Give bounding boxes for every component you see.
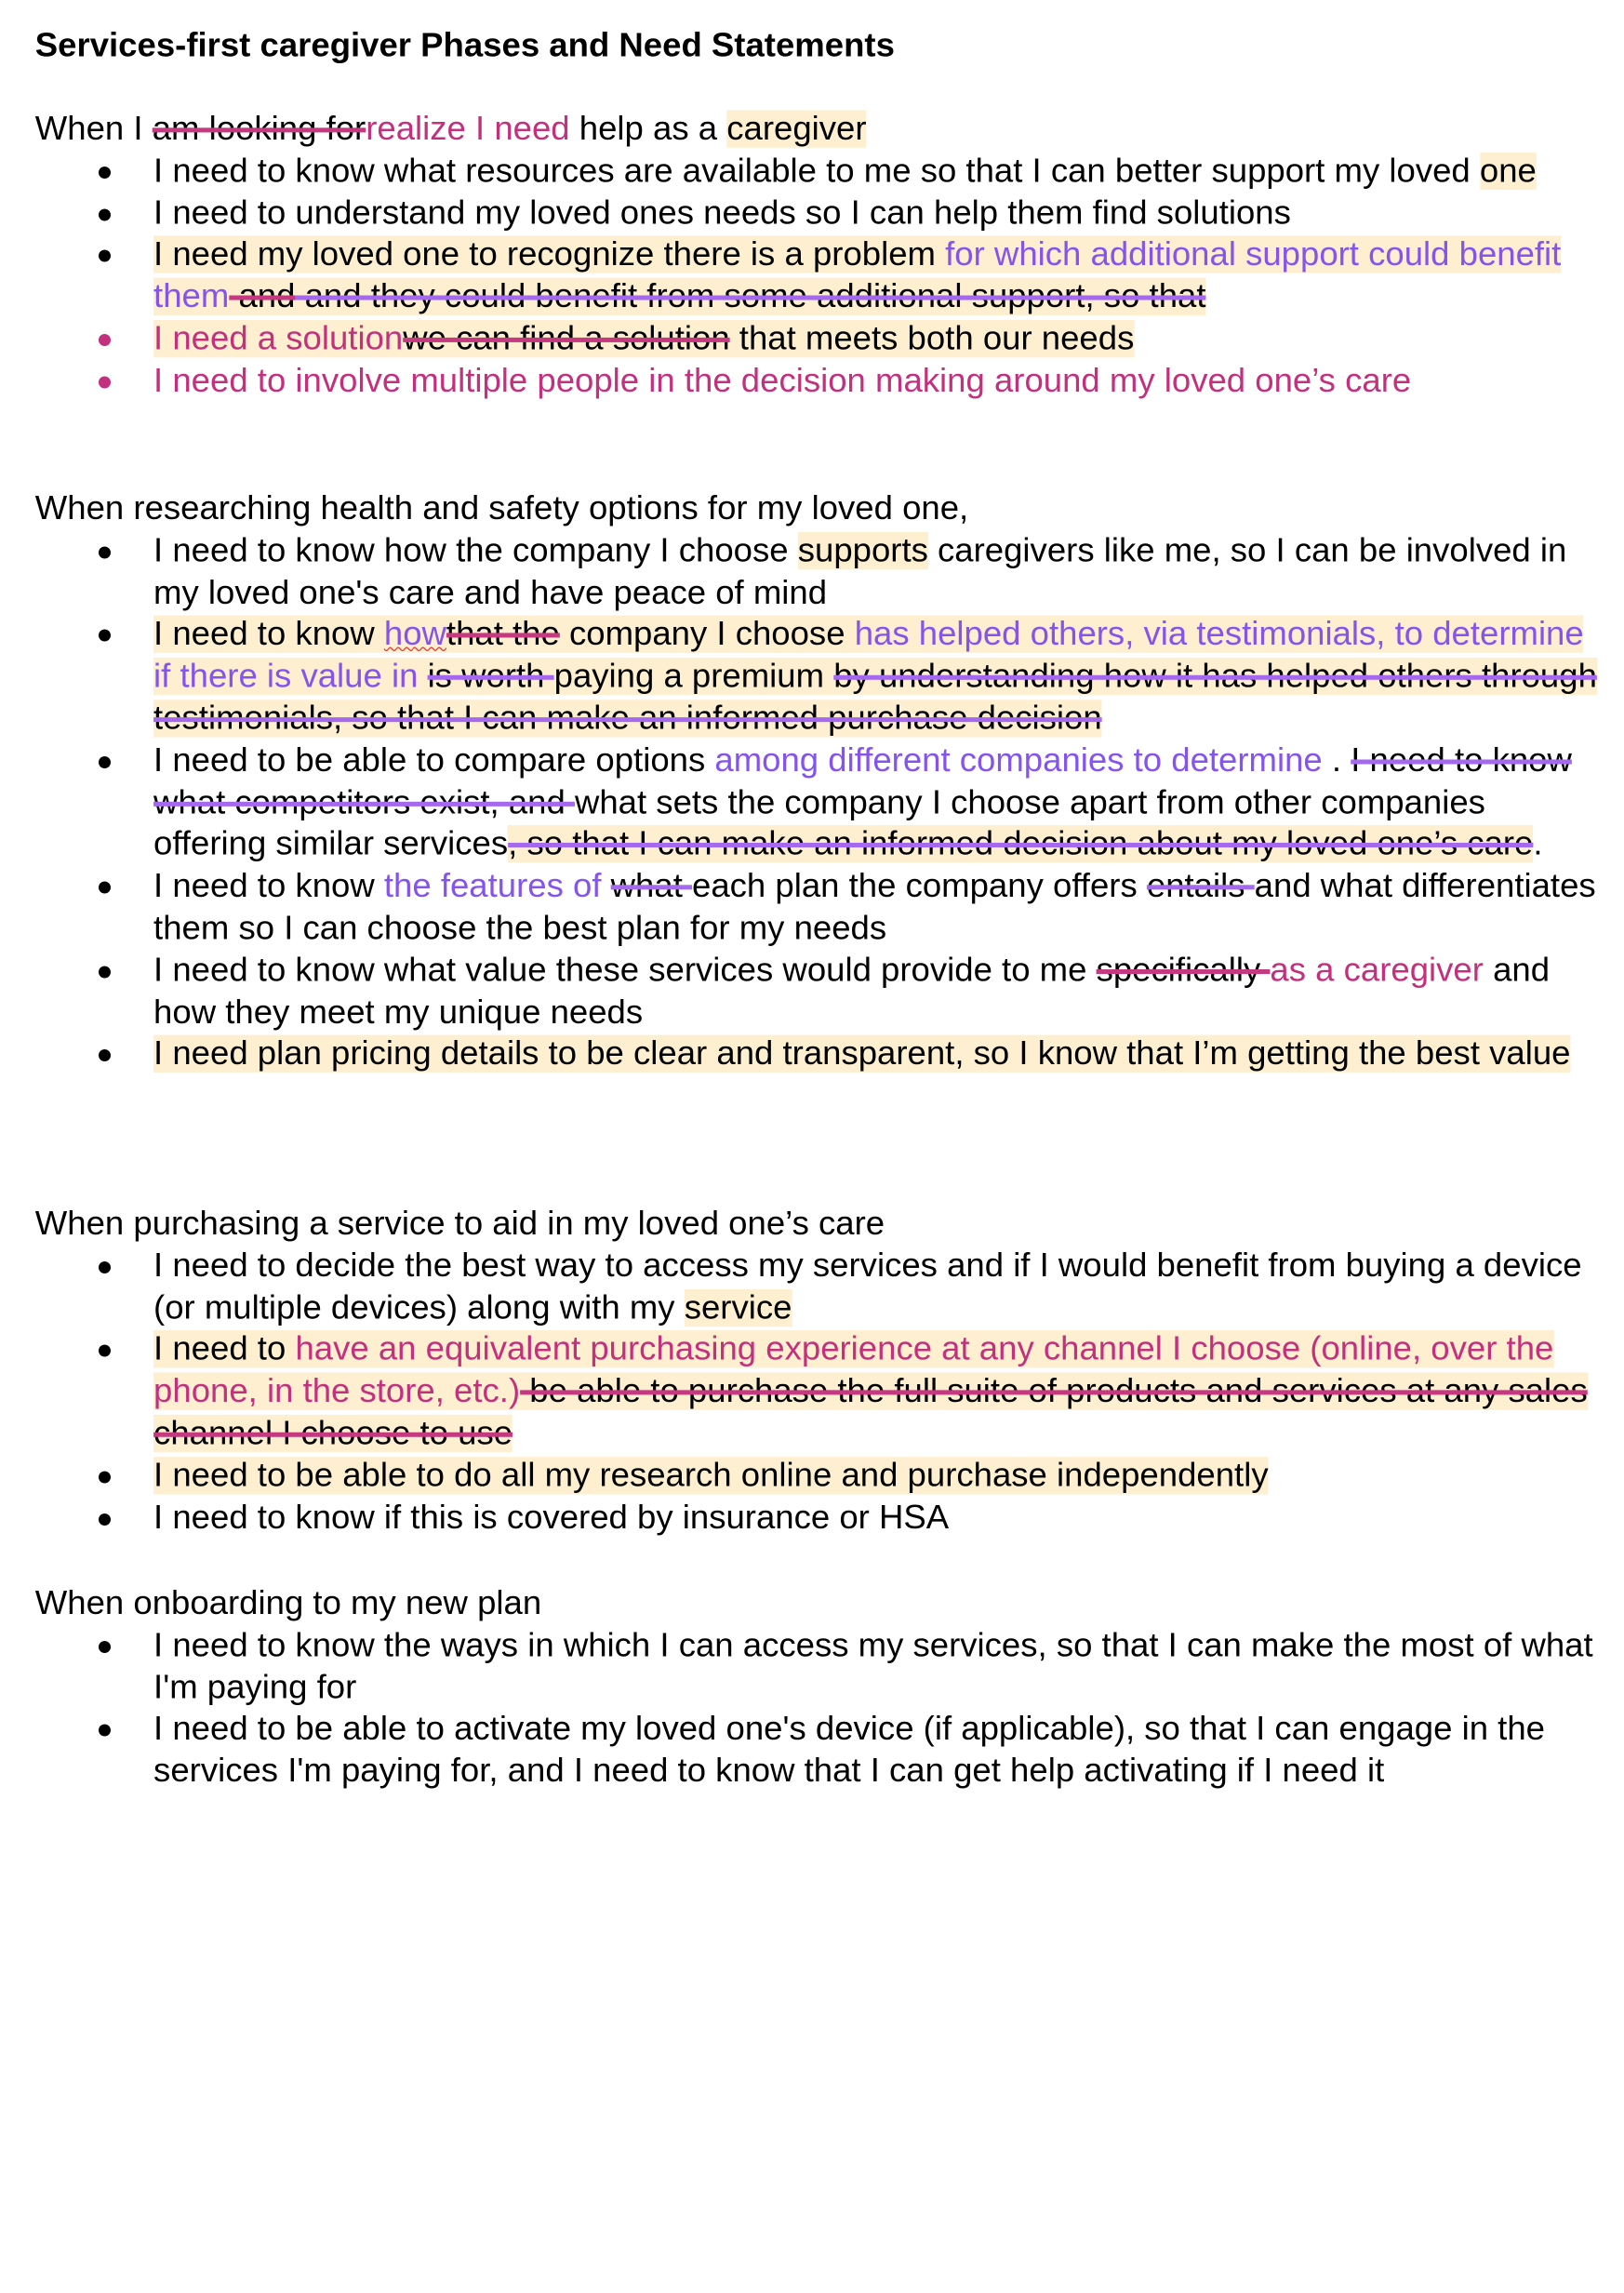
deleted-suggestion[interactable]: be able to purchase the full suite of products and services at any sales channel I choose to use: [153, 1372, 1588, 1453]
section-heading: When onboarding to my new plan: [34, 1584, 542, 1622]
bullet: ●: [96, 239, 113, 272]
deleted-suggestion[interactable]: specifically: [1096, 951, 1271, 990]
inserted-suggestion[interactable]: I need a solution: [153, 319, 404, 358]
deleted-suggestion[interactable]: I need to know what competitors exist, and: [153, 741, 1572, 821]
inserted-suggestion[interactable]: as a caregiver: [1270, 951, 1484, 990]
bullet: ●: [96, 954, 113, 987]
item-text: each plan the company offers: [692, 867, 1147, 905]
bullet: ●: [96, 1713, 113, 1746]
bullet: ●: [96, 871, 113, 903]
list-item: [35, 1329, 1600, 1455]
bullet: ●: [96, 1501, 113, 1534]
section-researching-options: [35, 488, 1600, 1075]
item-text: and what differentiates them so I can choose the best plan for my needs: [153, 867, 1596, 948]
bullet: ●: [96, 1250, 113, 1283]
item-text: I need to know how the company I choose: [153, 531, 798, 570]
item-text: I need to know: [153, 867, 384, 905]
deleted-suggestion[interactable]: is worth: [427, 658, 554, 696]
bullet: ●: [96, 197, 113, 230]
list-item: [35, 615, 1600, 740]
list-item: [35, 193, 1600, 234]
list-item: [35, 1246, 1600, 1329]
item-text: I need to be able to activate my loved one's device (if applicable), so that I can engage in the services I'm paying for, and I need to know that I can get help activating if I need it: [153, 1710, 1545, 1791]
deleted-suggestion[interactable]: and they could benefit from some additional support, so that: [295, 277, 1206, 316]
bullet: ●: [96, 1334, 113, 1366]
item-text: I need to be able to compare options: [153, 741, 715, 780]
list-item: [35, 361, 1600, 403]
item-text: .: [1533, 825, 1543, 863]
inserted-suggestion[interactable]: have an equivalent purchasing experience at any channel I choose (online, over the phone, in the store, etc.): [153, 1330, 1554, 1411]
commented-text[interactable]: I need plan pricing details to be clear and transparent, so I know that I’m getting the best value: [153, 1035, 1571, 1073]
item-text: I need to know what resources are available to me so that I can better support my loved: [153, 152, 1480, 190]
bullet: ●: [96, 1038, 113, 1071]
deleted-suggestion[interactable]: and: [229, 277, 296, 316]
item-text: caregivers like me, so I can be involved in my loved one's care and have peace of mind: [153, 531, 1567, 612]
item-text: what sets the company I choose apart from other companies offering similar services: [153, 783, 1485, 863]
bullet: ●: [96, 365, 113, 397]
section-heading: When purchasing a service to aid in my loved one’s care: [34, 1205, 885, 1243]
bullet: ●: [96, 745, 113, 778]
section-purchasing-service: [35, 1204, 1600, 1540]
need-statement-list: [35, 531, 1600, 1076]
list-item: [35, 740, 1600, 866]
list-item: [35, 1498, 1600, 1540]
section-heading: [35, 109, 1600, 151]
section-heading: When researching health and safety options for my loved one,: [34, 489, 969, 527]
bullet: ●: [96, 1460, 113, 1492]
deleted-suggestion[interactable]: , so that I can make an informed decision about my loved one’s care: [508, 825, 1534, 863]
list-item: [35, 319, 1600, 361]
commented-text[interactable]: [508, 826, 1533, 863]
list-item: [35, 531, 1600, 615]
commented-text[interactable]: [153, 616, 1597, 738]
list-item: [35, 1034, 1600, 1076]
need-statement-list: [35, 151, 1600, 403]
list-item: [35, 1710, 1600, 1793]
deleted-suggestion[interactable]: what: [610, 867, 693, 905]
inserted-suggestion[interactable]: among different companies to determine: [714, 741, 1323, 780]
list-item: [35, 866, 1600, 950]
commented-text[interactable]: [153, 236, 1561, 315]
item-text: and how they meet my unique needs: [153, 951, 1551, 1032]
bullet: ●: [96, 1630, 113, 1662]
item-text: I need to know: [153, 615, 384, 654]
list-item: [35, 1625, 1600, 1709]
item-text: paying a premium: [553, 658, 834, 696]
list-item: [35, 151, 1600, 193]
section-onboarding: [35, 1583, 1600, 1793]
commented-text[interactable]: [153, 1331, 1588, 1453]
commented-text[interactable]: one: [1479, 152, 1537, 190]
heading-text: When I: [34, 110, 153, 148]
list-item: [35, 951, 1600, 1034]
bullet: ●: [96, 323, 113, 355]
inserted-suggestion[interactable]: has helped others, via testimonials, to determine if there is value in: [153, 615, 1584, 696]
section-realize-need-help: [35, 109, 1600, 403]
list-item: [35, 1456, 1600, 1498]
inserted-suggestion[interactable]: realize I need: [366, 110, 570, 148]
inserted-suggestion[interactable]: I need to involve multiple people in the decision making around my loved one’s care: [153, 362, 1412, 400]
bullet: ●: [96, 155, 113, 188]
commented-text[interactable]: service: [684, 1288, 792, 1326]
item-text: I need to: [153, 1330, 296, 1368]
item-text: I need to understand my loved ones needs so I can help them find solutions: [153, 193, 1291, 232]
item-text: company I choose: [559, 615, 855, 654]
inserted-suggestion[interactable]: for which additional support could benefit them: [153, 235, 1562, 316]
deleted-suggestion[interactable]: by understanding how it has helped others through testimonials, so that I can make an informed purchase decision: [153, 658, 1597, 738]
deleted-suggestion[interactable]: that the: [446, 615, 560, 654]
bullet: ●: [96, 619, 113, 651]
item-text: I need to decide the best way to access my services and if I would benefit from buying a device (or multiple devices) along with my: [153, 1246, 1582, 1326]
deleted-suggestion[interactable]: entails: [1146, 867, 1255, 905]
item-text: .: [1322, 741, 1351, 780]
item-text: that meets both our needs: [729, 319, 1135, 358]
need-statement-list: [35, 1246, 1600, 1540]
item-text: I need to know if this is covered by insurance or HSA: [153, 1499, 950, 1537]
commented-text[interactable]: caregiver: [726, 110, 867, 148]
heading-text: help as a: [569, 110, 727, 148]
inserted-suggestion[interactable]: how: [383, 615, 446, 654]
commented-text[interactable]: I need to be able to do all my research online and purchase independently: [153, 1456, 1269, 1495]
commented-text[interactable]: [153, 320, 1134, 357]
item-text: I need to know what value these services would provide to me: [153, 951, 1097, 990]
item-text: I need my loved one to recognize there is a problem: [153, 235, 946, 274]
deleted-suggestion[interactable]: am looking for: [152, 110, 366, 148]
deleted-suggestion[interactable]: we can find a solution: [403, 319, 730, 358]
item-text: I need to know the ways in which I can access my services, so that I can make the most of what I'm paying for: [153, 1626, 1593, 1707]
commented-text[interactable]: supports: [797, 531, 928, 570]
need-statement-list: [35, 1625, 1600, 1793]
document-title: Services-first caregiver Phases and Need Statements: [34, 26, 895, 65]
bullet: ●: [96, 535, 113, 567]
inserted-suggestion[interactable]: the features of: [383, 867, 611, 905]
list-item: [35, 234, 1600, 318]
